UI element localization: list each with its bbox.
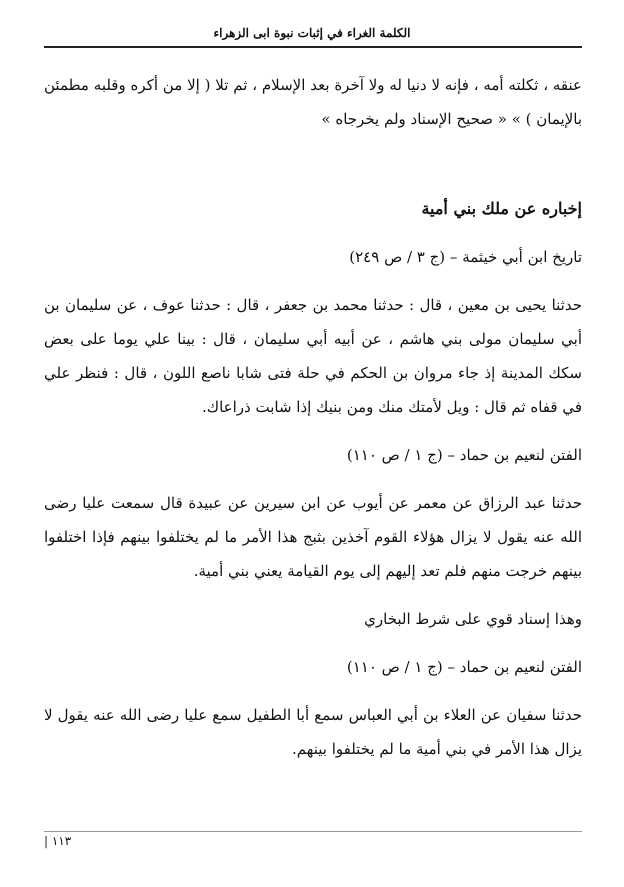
page-content [44, 68, 582, 766]
page-number: ١١٣ | [44, 834, 72, 848]
spacer [44, 274, 582, 288]
spacer [44, 684, 582, 698]
running-title: الكلمة الغراء في إثبات نبوة ابى الزهراء [213, 26, 411, 40]
header-rule [44, 46, 582, 48]
section-title: إخباره عن ملك بني أمية [421, 199, 582, 218]
footer-rule [44, 831, 582, 832]
isnad-note: وهذا إسناد قوي على شرط البخاري [364, 610, 582, 628]
paragraph-2: حدثنا يحيى بن معين ، قال : حدثنا محمد بن جعفر ، قال : حدثنا عوف ، عن سليمان بن أبي سليمان مولى بني هاشم ، عن أبيه أبي سليمان ، قال : بينا علي يوما على بعض سكك المدينة إذ جاء مروان بن الحكم في حلة فتى شابا ناصع اللون ، قال : فنظر علي في قفاه ثم قال : ويل لأمتك منك ومن بنيك إذا شابت ذراعاك. [44, 296, 582, 416]
spacer [44, 588, 582, 602]
source-citation-1: تاريخ ابن أبي خيثمة – (ج ٣ / ص ٢٤٩) [349, 248, 582, 266]
spacer [44, 424, 582, 438]
spacer [44, 636, 582, 650]
spacer [44, 226, 582, 240]
spacer [44, 472, 582, 486]
source-citation-2: الفتن لنعيم بن حماد – (ج ١ / ص ١١٠) [346, 446, 582, 464]
section-spacer [44, 136, 582, 192]
paragraph-3: حدثنا عبد الرزاق عن معمر عن أيوب عن ابن سيرين عن عبيدة قال سمعت عليا رضى الله عنه يقول لا يزال هؤلاء القوم آخذين بثبج هذا الأمر ما لم يختلفوا بينهم فإذا اختلفوا بينهم خرجت منهم فلم تعد إليهم إلى يوم القيامة يعني بني أمية. [44, 494, 582, 580]
paragraph-1: عنقه ، ثكلته أمه ، فإنه لا دنيا له ولا آخرة بعد الإسلام ، ثم تلا ( إلا من أكره وقلبه مطمئن بالإيمان ) » « صحيح الإسناد ولم يخرجاه » [44, 76, 582, 128]
paragraph-4: حدثنا سفيان عن العلاء بن أبي العباس سمع أبا الطفيل سمع عليا رضى الله عنه يقول لا يزال هذا الأمر في بني أمية ما لم يختلفوا بينهم. [44, 706, 582, 758]
source-citation-3: الفتن لنعيم بن حماد – (ج ١ / ص ١١٠) [346, 658, 582, 676]
